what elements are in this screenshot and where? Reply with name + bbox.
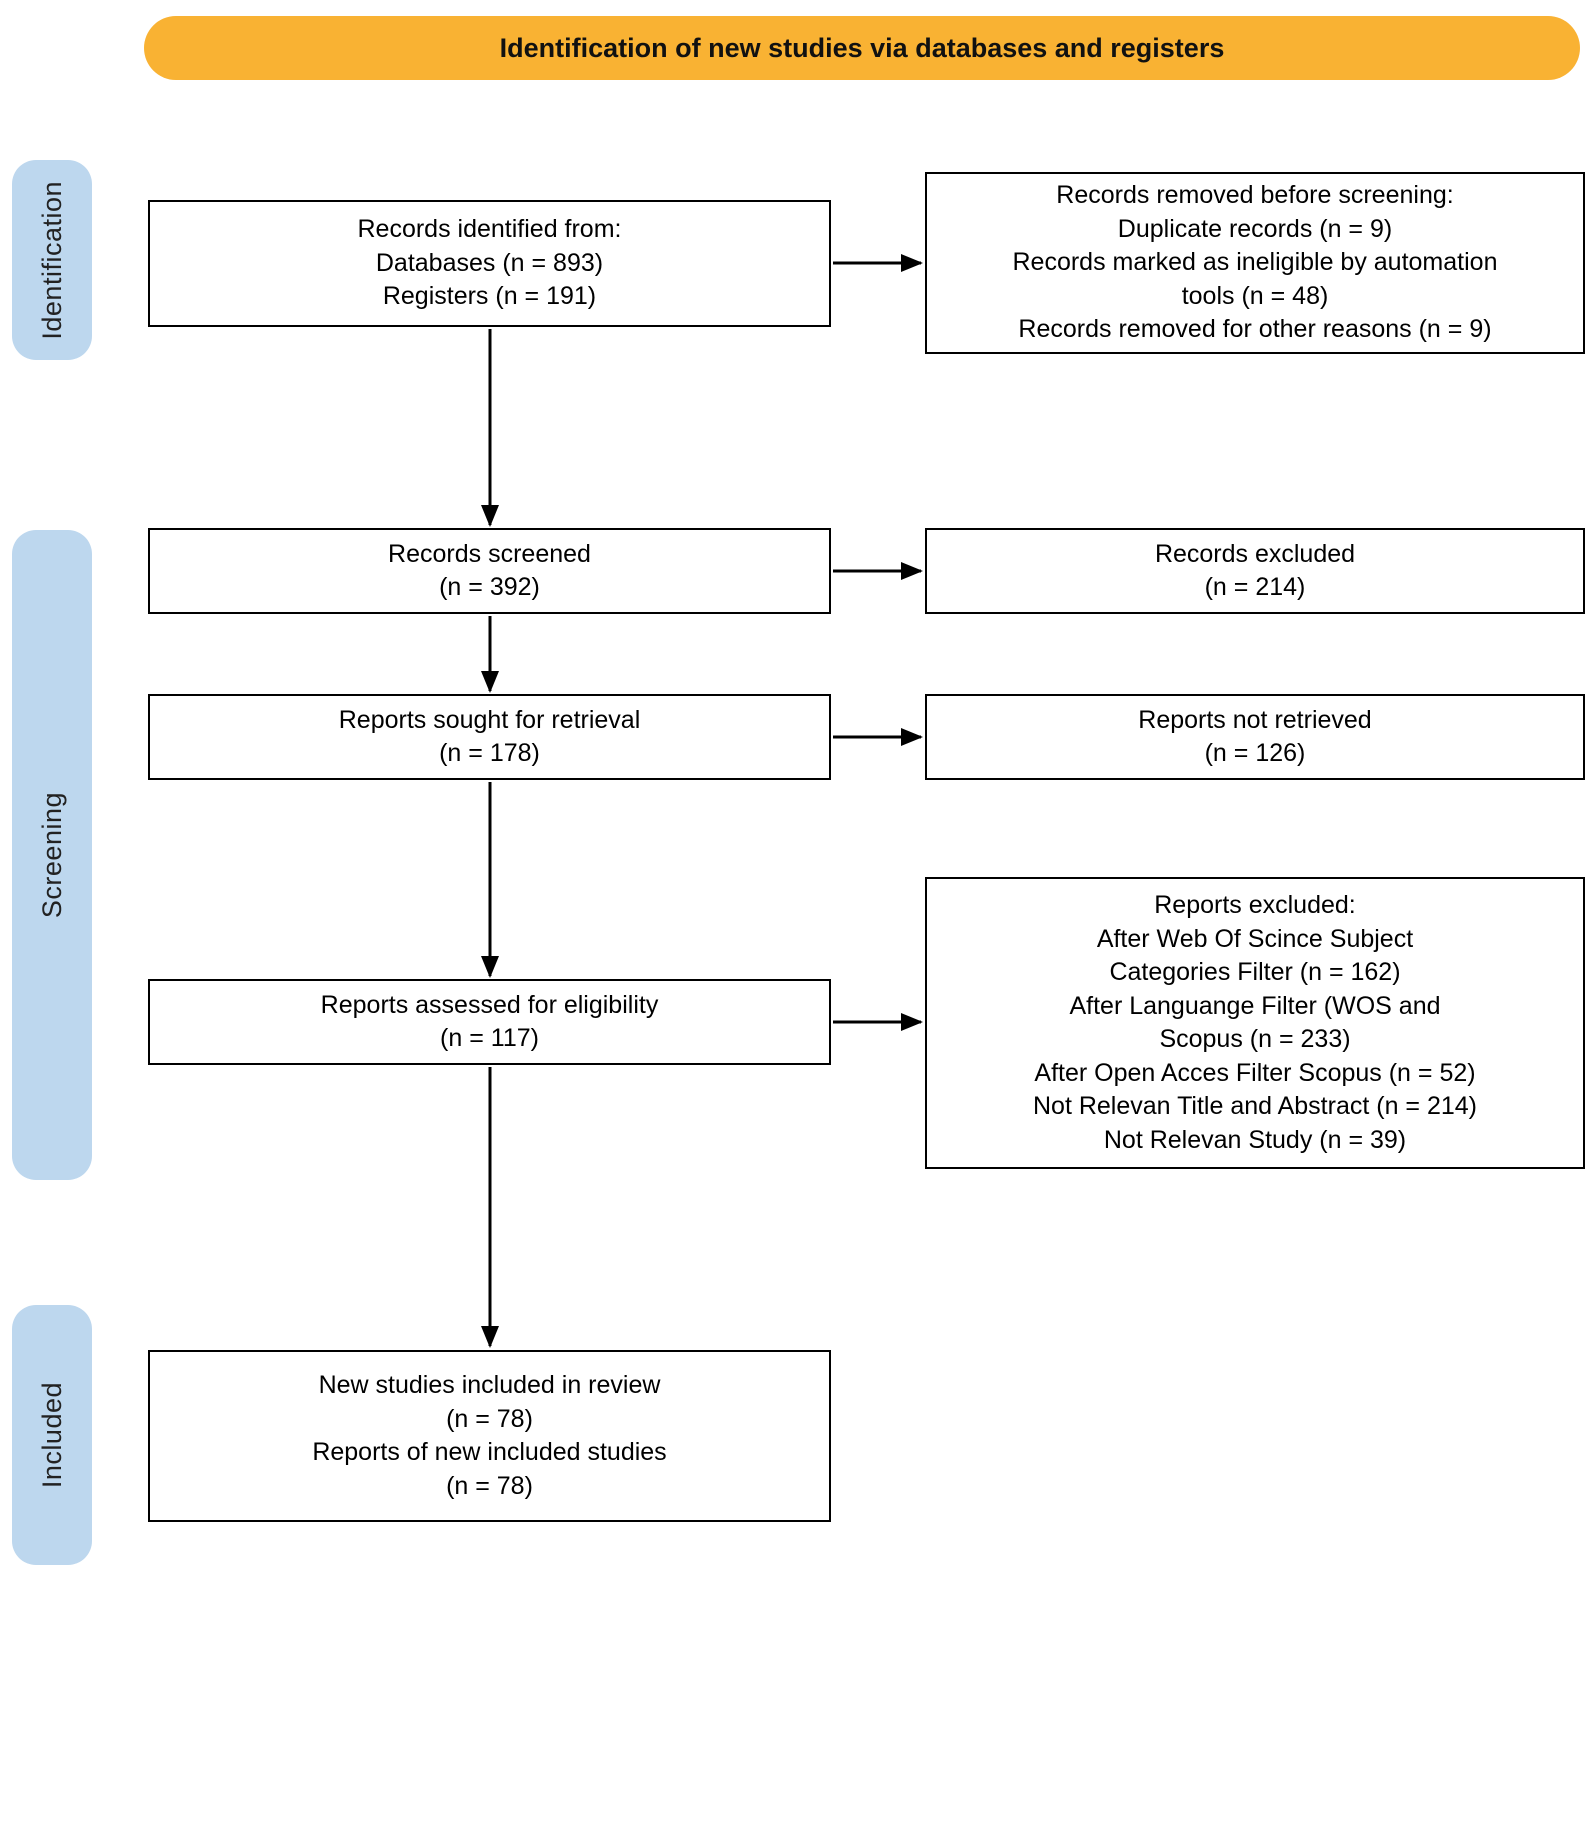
box-line: After Open Acces Filter Scopus (n = 52): [1034, 1058, 1476, 1087]
box-reports-sought: [148, 694, 831, 780]
stage-included: [12, 1305, 92, 1565]
box-reports-assessed: [148, 979, 831, 1065]
box-line: (n = 78): [446, 1471, 533, 1500]
box-records-screened: [148, 528, 831, 614]
box-line: Not Relevan Study (n = 39): [1103, 1125, 1407, 1154]
box-line: After Languange Filter (WOS and: [1069, 991, 1441, 1020]
box-reports-excluded: [925, 877, 1585, 1169]
box-line: Records removed for other reasons (n = 9): [1018, 315, 1492, 344]
box-line: Records identified from:: [357, 215, 622, 244]
box-records-excluded: [925, 528, 1585, 614]
box-line: (n = 178): [439, 739, 540, 767]
box-line: Not Relevan Title and Abstract (n = 214): [1033, 1092, 1477, 1120]
box-line: (n = 78): [446, 1404, 533, 1433]
box-reports-not-retrieved: [925, 694, 1585, 780]
box-line: Reports of new included studies: [312, 1438, 667, 1466]
box-line: Registers (n = 191): [382, 282, 597, 311]
box-line: New studies included in review: [318, 1371, 661, 1399]
box-records-removed: [925, 172, 1585, 354]
box-line: (n = 126): [1204, 739, 1306, 767]
box-line: (n = 214): [1204, 573, 1306, 601]
box-line: Categories Filter (n = 162): [1109, 958, 1401, 986]
banner-title: [144, 16, 1580, 80]
stage-included-label: Included: [36, 1381, 67, 1489]
banner-title-text: Identification of new studies via databases and registers: [499, 32, 1225, 63]
stage-screening: [12, 530, 92, 1180]
box-line: Databases (n = 893): [375, 248, 604, 277]
box-line: Records screened: [388, 539, 591, 568]
box-new-studies-included: [148, 1350, 831, 1522]
stage-screening-label: Screening: [36, 791, 67, 919]
box-line: (n = 117): [440, 1024, 539, 1052]
box-line: Reports excluded:: [1154, 891, 1356, 919]
box-line: Reports assessed for eligibility: [320, 990, 659, 1019]
stage-identification-label: Identification: [36, 180, 67, 340]
box-line: tools (n = 48): [1181, 281, 1329, 310]
box-records-identified: [148, 200, 831, 327]
box-line: Records excluded: [1154, 539, 1356, 568]
box-line: After Web Of Scince Subject: [1096, 924, 1414, 953]
box-line: Duplicate records (n = 9): [1117, 214, 1393, 243]
box-line: Reports not retrieved: [1138, 705, 1372, 734]
stage-identification: [12, 160, 92, 360]
box-line: Records marked as ineligible by automation: [1012, 248, 1498, 277]
box-line: Scopus (n = 233): [1159, 1025, 1351, 1053]
box-line: Records removed before screening:: [1056, 181, 1454, 210]
box-line: (n = 392): [439, 573, 540, 601]
box-line: Reports sought for retrieval: [338, 705, 641, 734]
